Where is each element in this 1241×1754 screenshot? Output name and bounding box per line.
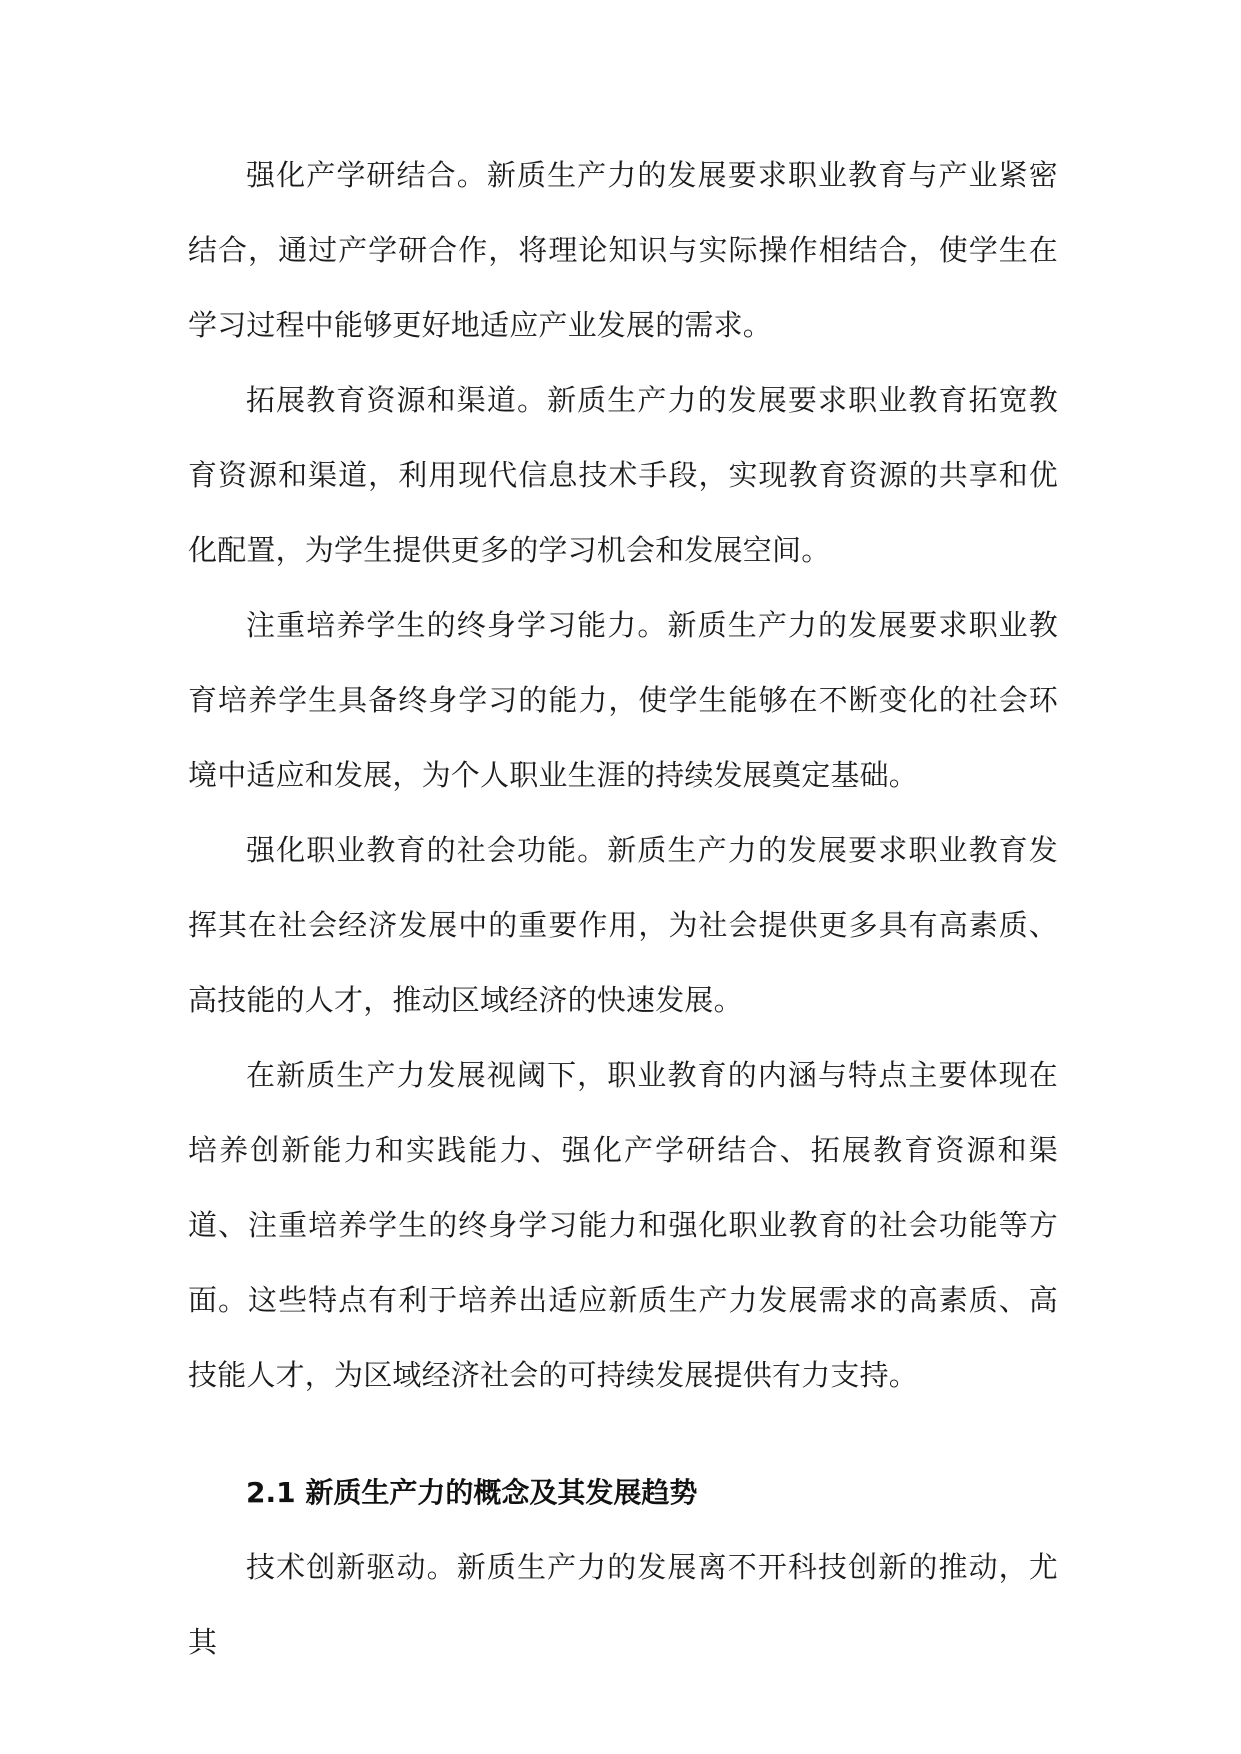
paragraph-lifelong-learning: 注重培养学生的终身学习能力。新质生产力的发展要求职业教育培养学生具备终身学习的能力，使学生能够在不断变化的社会环境中适应和发展，为个人职业生涯的持续发展奠定基础。 xyxy=(188,608,1058,792)
section-heading: 2.1 新质生产力的概念及其发展趋势 xyxy=(246,1476,698,1509)
paragraph-social-function: 强化职业教育的社会功能。新质生产力的发展要求职业教育发挥其在社会经济发展中的重要作用，为社会提供更多具有高素质、高技能的人才，推动区域经济的快速发展。 xyxy=(188,833,1058,1017)
paragraph-industry-academia: 强化产学研结合。新质生产力的发展要求职业教育与产业紧密结合，通过产学研合作，将理论知识与实际操作相结合，使学生在学习过程中能够更好地适应产业发展的需求。 xyxy=(188,158,1058,342)
paragraph-tech-innovation: 技术创新驱动。新质生产力的发展离不开科技创新的推动，尤其 xyxy=(188,1550,1058,1659)
document-body xyxy=(188,138,1058,1680)
paragraph-summary: 在新质生产力发展视阈下，职业教育的内涵与特点主要体现在培养创新能力和实践能力、强化产学研结合、拓展教育资源和渠道、注重培养学生的终身学习能力和强化职业教育的社会功能等方面。这些特点有利于培养出适应新质生产力发展需求的高素质、高技能人才，为区域经济社会的可持续发展提供有力支持。 xyxy=(188,1058,1058,1392)
paragraph-education-resources: 拓展教育资源和渠道。新质生产力的发展要求职业教育拓宽教育资源和渠道，利用现代信息技术手段，实现教育资源的共享和优化配置，为学生提供更多的学习机会和发展空间。 xyxy=(188,383,1058,567)
